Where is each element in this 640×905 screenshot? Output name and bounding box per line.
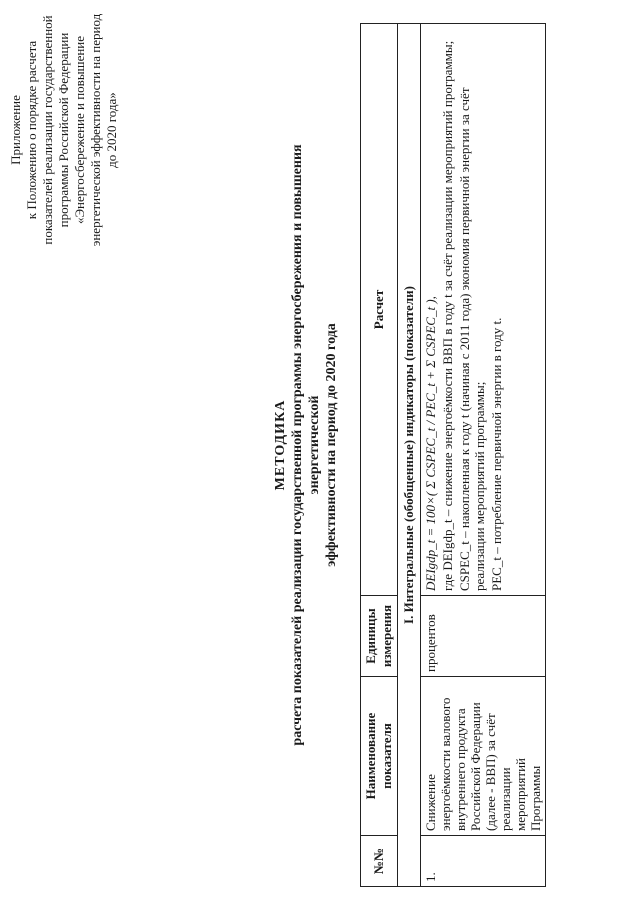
section-row — [398, 24, 421, 887]
appendix-line: Приложение — [8, 95, 23, 165]
appendix-line: программы Российской Федерации — [56, 32, 71, 228]
header-number: №№ — [361, 836, 398, 887]
calc-line: где DEIgdp_t – снижение энергоёмкости ВВП в году t за счёт реализации мероприятий программы; — [440, 40, 455, 591]
calc-line: PEC_t – потребление первичной энергии в году t. — [489, 317, 504, 591]
name-line: (далее - ВВП) за счёт — [483, 713, 498, 831]
indicators-table — [360, 23, 546, 887]
appendix-line: энергетической эффективности на период — [88, 13, 103, 247]
calc-line: CSPEC_t – накопленная к году t (начиная с 2011 года) экономия первичной энергии за счёт реализации мероприятий программы; — [457, 87, 487, 591]
table-header-row — [361, 24, 398, 887]
name-line: Российской Федерации — [468, 702, 483, 831]
table-row — [421, 24, 546, 887]
row-indicator-name — [421, 677, 546, 836]
section-heading: I. Интегральные (обобщенные) индикаторы (показатели) — [398, 24, 421, 887]
appendix-line: до 2020 года» — [104, 92, 119, 168]
name-line: энергоёмкости валового — [438, 697, 453, 831]
title-line: эффективности на период до 2020 года — [324, 323, 339, 567]
header-units: Единицы измерения — [361, 596, 398, 677]
row-number: 1. — [421, 836, 546, 887]
row-units: процентов — [421, 596, 546, 677]
title-line: расчета показателей реализации государственной программы энергосбережения и повышения энергетической — [290, 144, 322, 746]
row-calculation — [421, 24, 546, 596]
name-line: Снижение — [423, 774, 438, 831]
appendix-line: к Положению о порядке расчета — [24, 40, 39, 220]
formula: DEIgdp_t = 100×( Σ CSPEC_t / PEC_t + Σ CSPEC_t ), — [423, 296, 438, 591]
name-line: мероприятий — [513, 758, 528, 831]
name-line: Программы — [528, 765, 543, 831]
appendix-line: «Энергосбережение и повышение — [72, 35, 87, 225]
title-main: МЕТОДИКА — [273, 399, 288, 491]
header-calculation: Расчет — [361, 24, 398, 596]
name-line: реализации — [498, 767, 513, 831]
appendix-line: показателей реализации государственной — [40, 15, 55, 245]
name-line: внутреннего продукта — [453, 708, 468, 831]
appendix-block — [8, 5, 120, 255]
header-indicator-name: Наименование показателя — [361, 677, 398, 836]
document-title — [272, 95, 340, 795]
